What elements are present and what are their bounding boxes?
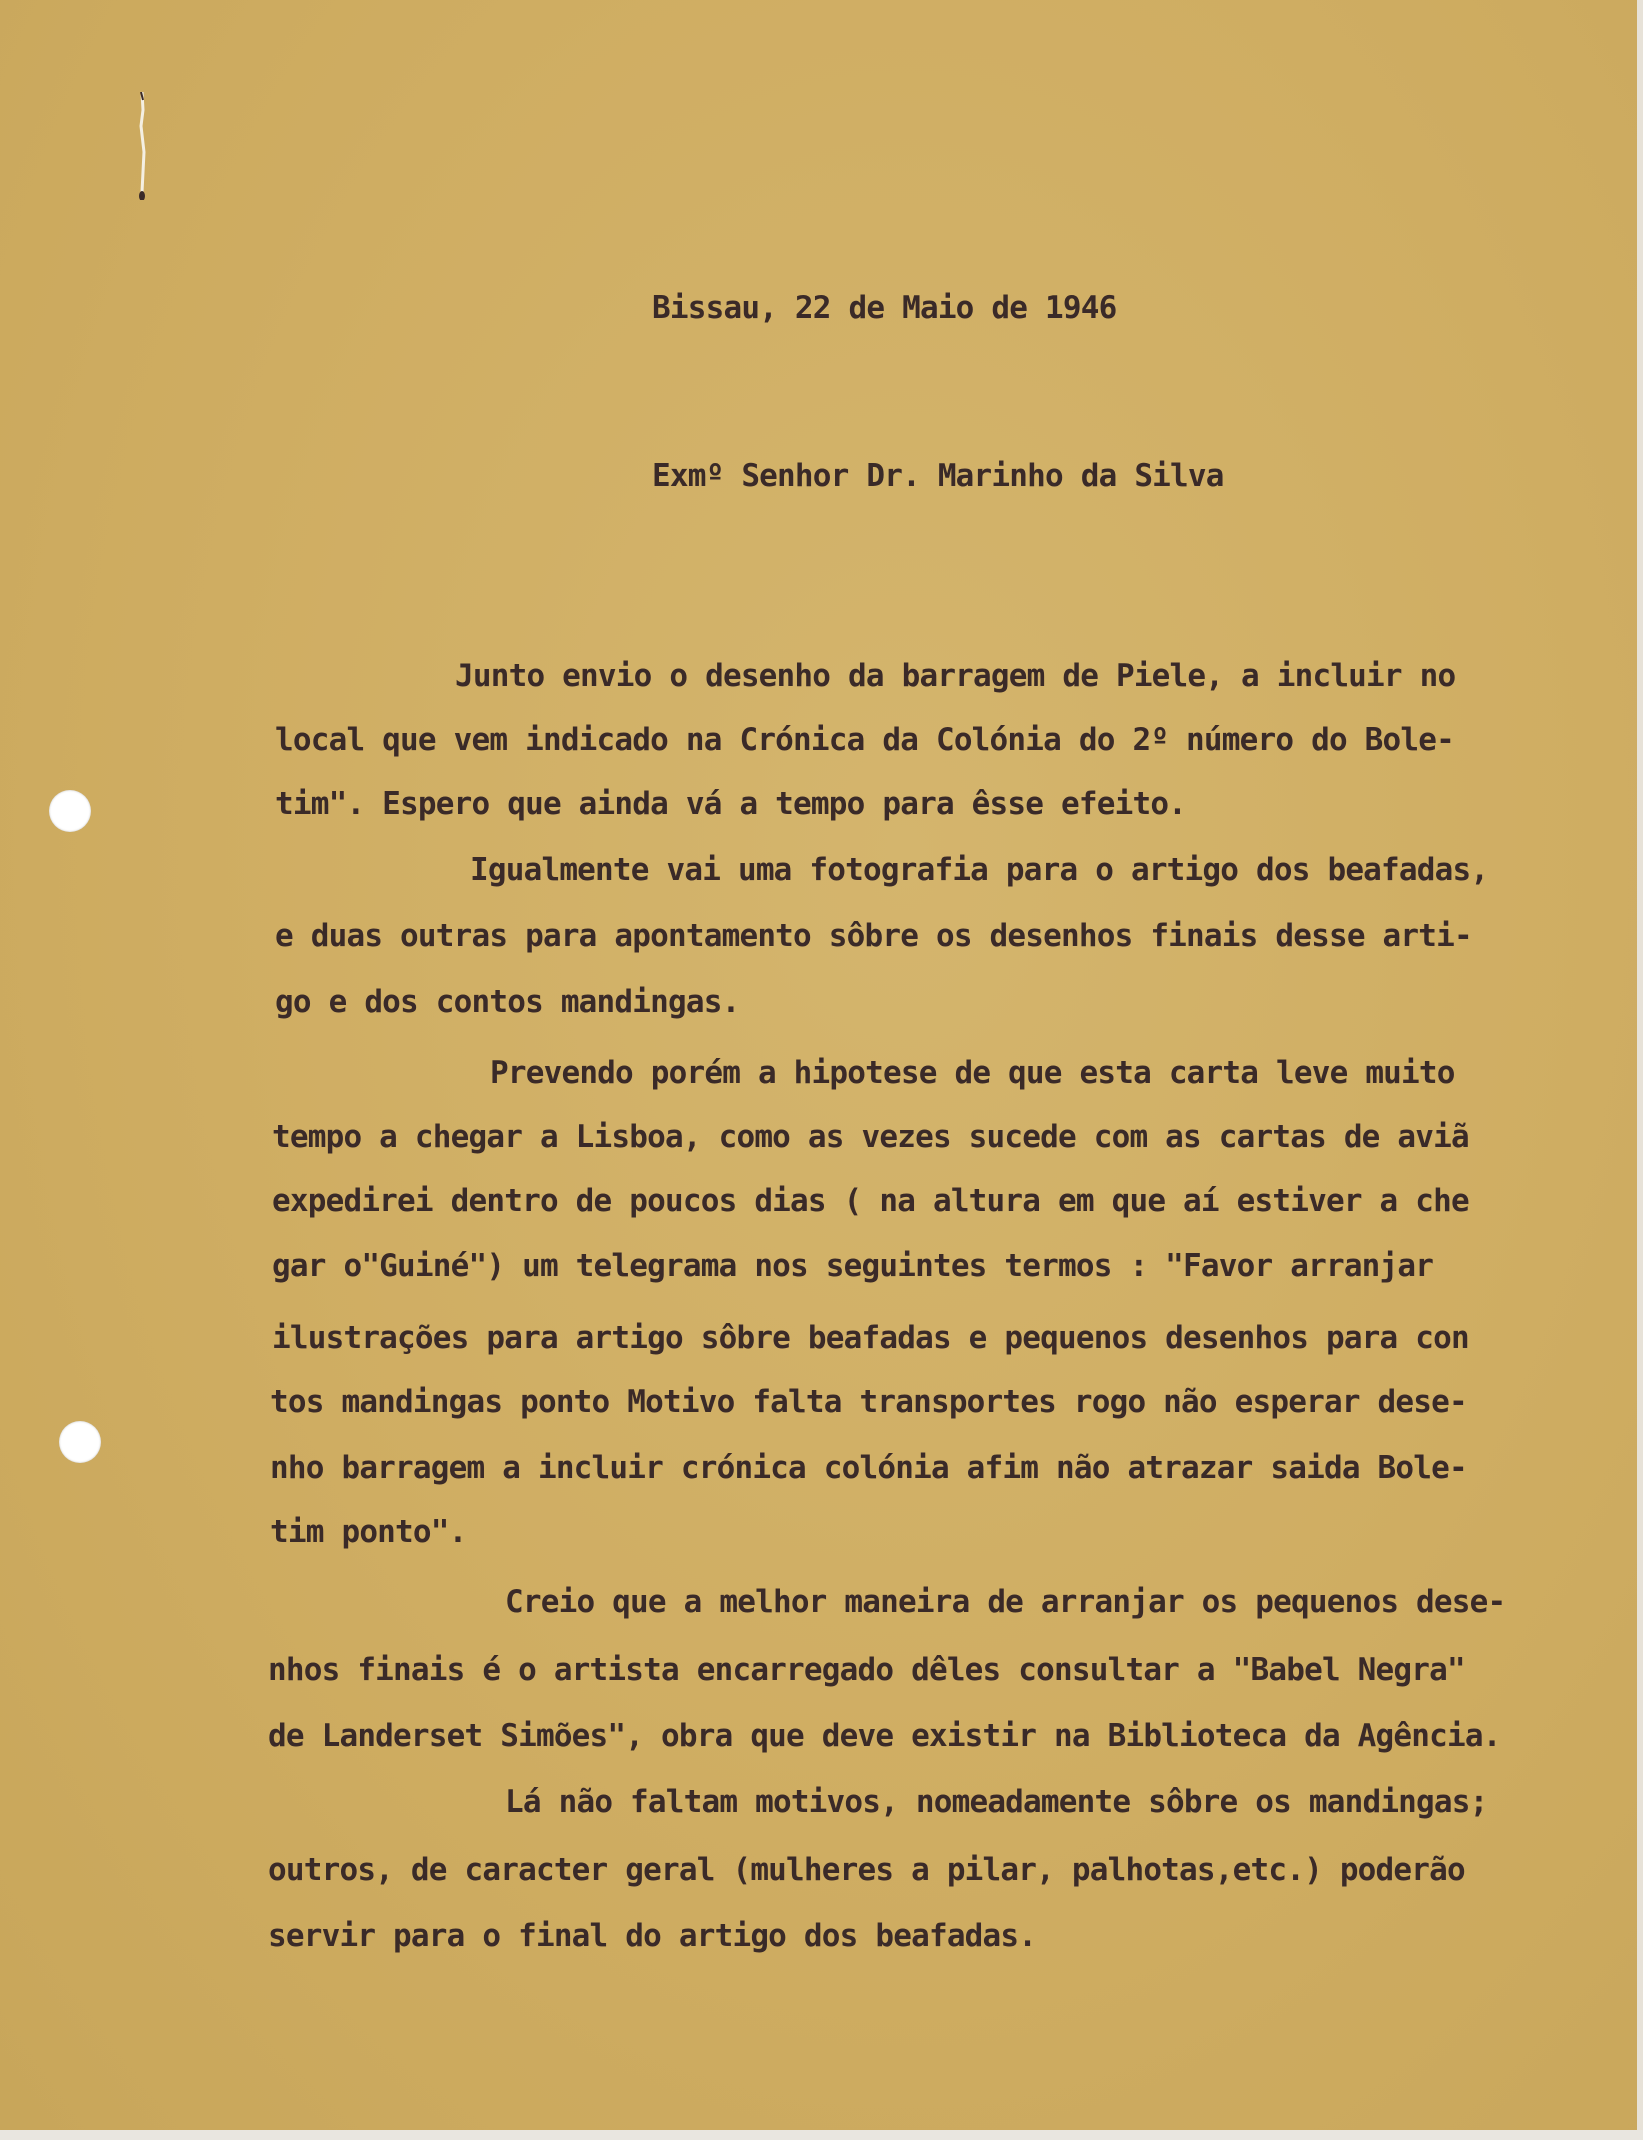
body-line: Creio que a melhor maneira de arranjar os pequenos dese- bbox=[505, 1584, 1506, 1620]
body-line: outros, de caracter geral (mulheres a pilar, palhotas,etc.) poderão bbox=[268, 1852, 1465, 1888]
body-line: go e dos contos mandingas. bbox=[275, 984, 740, 1020]
body-line: expedirei dentro de poucos dias ( na altura em que aí estiver a che bbox=[272, 1183, 1469, 1219]
body-line: Lá não faltam motivos, nomeadamente sôbre os mandingas; bbox=[505, 1784, 1488, 1820]
salutation: Exmº Senhor Dr. Marinho da Silva bbox=[652, 458, 1224, 494]
body-line: gar o"Guiné") um telegrama nos seguintes termos : "Favor arranjar bbox=[272, 1248, 1434, 1284]
body-line: Prevendo porém a hipotese de que esta carta leve muito bbox=[490, 1055, 1455, 1091]
body-line: nhos finais é o artista encarregado dêles consultar a "Babel Negra" bbox=[268, 1652, 1465, 1688]
body-line: nho barragem a incluir crónica colónia afim não atrazar saida Bole- bbox=[270, 1450, 1467, 1486]
body-line: tos mandingas ponto Motivo falta transportes rogo não esperar dese- bbox=[270, 1384, 1467, 1420]
body-line: local que vem indicado na Crónica da Colónia do 2º número do Bole- bbox=[275, 722, 1454, 758]
date-line: Bissau, 22 de Maio de 1946 bbox=[652, 290, 1117, 326]
body-line: ilustrações para artigo sôbre beafadas e pequenos desenhos para con bbox=[272, 1320, 1469, 1356]
body-line: de Landerset Simões", obra que deve existir na Biblioteca da Agência. bbox=[268, 1718, 1501, 1754]
body-line: Junto envio o desenho da barragem de Piele, a incluir no bbox=[455, 658, 1456, 694]
page-right-edge bbox=[1637, 0, 1643, 2130]
scan-background-strip bbox=[0, 2130, 1643, 2140]
body-line: tempo a chegar a Lisboa, como as vezes sucede com as cartas de aviã bbox=[272, 1119, 1469, 1155]
body-line: tim ponto". bbox=[270, 1514, 467, 1550]
body-line: servir para o final do artigo dos beafadas. bbox=[268, 1918, 1037, 1954]
body-line: Igualmente vai uma fotografia para o artigo dos beafadas, bbox=[470, 852, 1489, 888]
body-line: e duas outras para apontamento sôbre os desenhos finais desse arti- bbox=[275, 918, 1472, 954]
body-line: tim". Espero que ainda vá a tempo para êsse efeito. bbox=[275, 786, 1187, 822]
